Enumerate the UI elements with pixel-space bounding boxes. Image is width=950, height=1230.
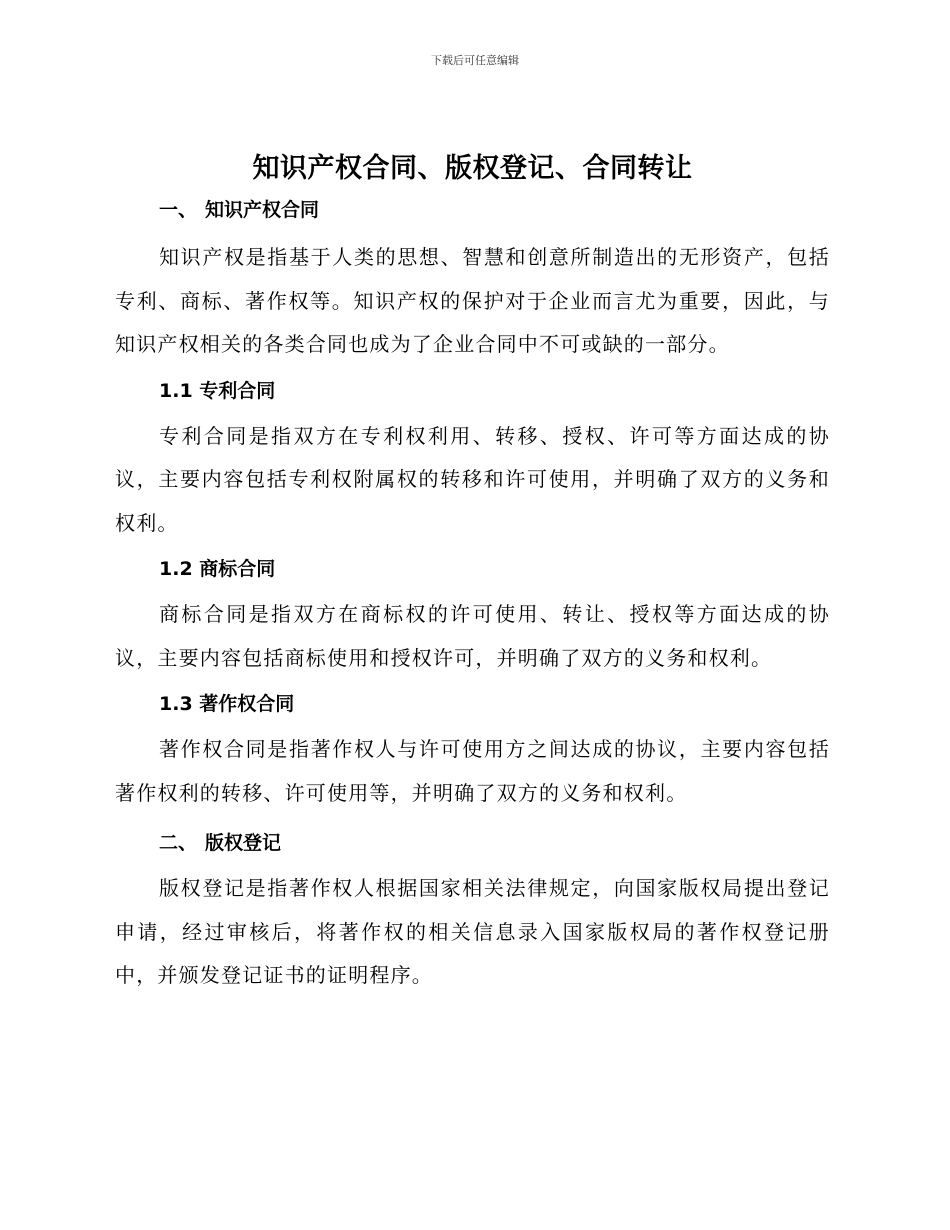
section-title: 版权登记 (205, 832, 282, 854)
subsection-1-3-paragraph: 著作权合同是指著作权人与许可使用方之间达成的协议，主要内容包括著作权利的转移、许可使用等，并明确了双方的义务和权利。 (115, 737, 830, 805)
subsection-1-1-paragraph: 专利合同是指双方在专利权利用、转移、授权、许可等方面达成的协议，主要内容包括专利权附属权的转移和许可使用，并明确了双方的义务和权利。 (115, 423, 830, 535)
section-number: 一、 (159, 199, 198, 221)
document-title: 知识产权合同、版权登记、合同转让 (252, 153, 693, 184)
section-2-intro-paragraph: 版权登记是指著作权人根据国家相关法律规定，向国家版权局提出登记申请，经过审核后，将著作权的相关信息录入国家版权局的著作权登记册中，并颁发登记证书的证明程序。 (115, 876, 830, 987)
subsection-heading-1-3: 1.3 著作权合同 (159, 693, 295, 715)
subsection-1-2-paragraph: 商标合同是指双方在商标权的许可使用、转让、授权等方面达成的协议，主要内容包括商标使用和授权许可，并明确了双方的义务和权利。 (115, 602, 830, 670)
subsection-heading-1-1: 1.1 专利合同 (159, 379, 276, 402)
subsection-heading-1-2: 1.2 商标合同 (159, 558, 276, 580)
section-title: 知识产权合同 (205, 199, 320, 221)
section-heading-2 (159, 829, 830, 857)
section-heading-1 (159, 196, 830, 224)
document-body (115, 150, 830, 998)
page-header-note: 下载后可任意编辑 (431, 54, 519, 67)
section-1-intro-paragraph: 知识产权是指基于人类的思想、智慧和创意所制造出的无形资产，包括专利、商标、著作权等。知识产权的保护对于企业而言尤为重要，因此，与知识产权相关的各类合同也成为了企业合同中不可或缺的一部分。 (115, 245, 830, 356)
section-number: 二、 (159, 832, 198, 854)
